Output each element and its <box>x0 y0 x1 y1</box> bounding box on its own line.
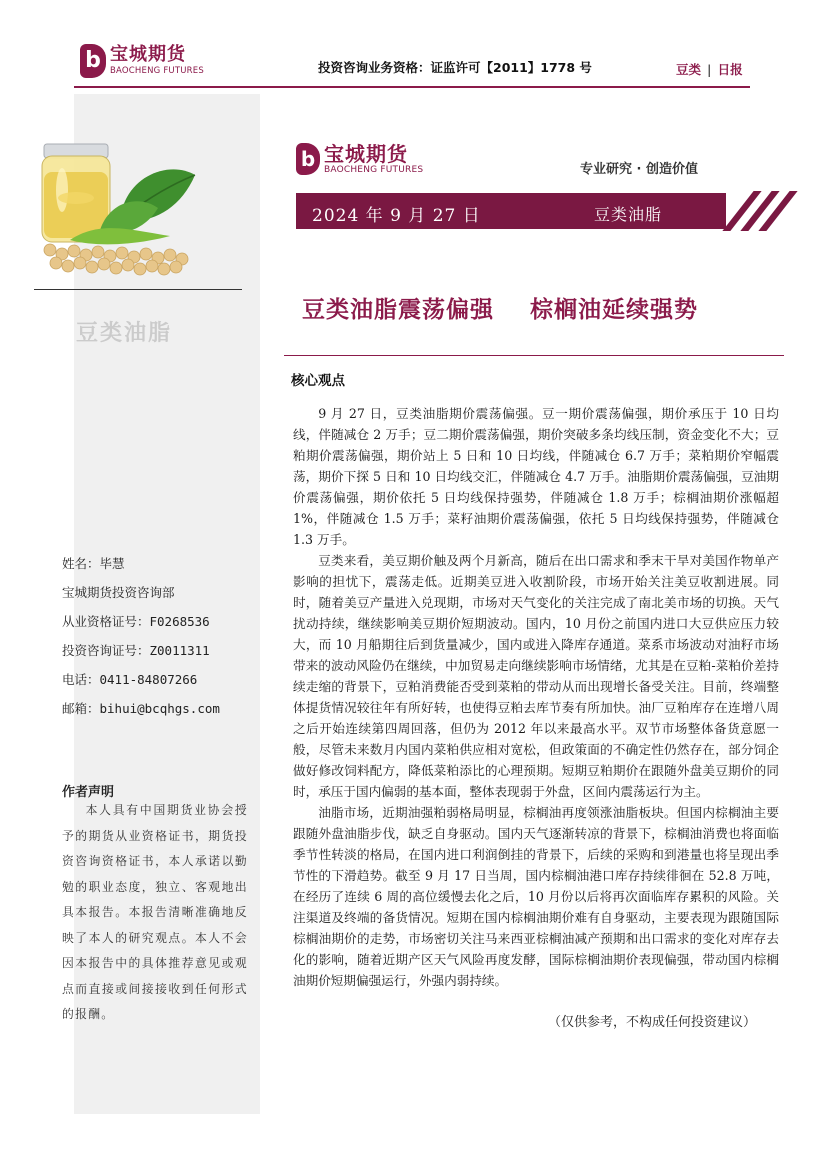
header-logo-en: BAOCHENG FUTURES <box>110 66 204 77</box>
paragraph-oils: 油脂市场，近期油强粕弱格局明显，棕榈油再度领涨油脂板块。但国内棕榈油主要跟随外盘油脂步伐，缺乏自身驱动。国内天气逐渐转凉的背景下，棕榈油消费也将面临季节性转淡的格局，在国内进口利润倒挂的背景下，后续的采购和到港量也将呈现出季节性的下滑趋势。截至 9 月 17 日当周，国内棕榈油港口库存持续徘徊在 52.8 万吨，在经历了连续 6 周的高位缓慢去化之后，10 月份以后将再次面临库存累积的风险。关注渠道及终端的备货情况。短期在国内棕榈油期价难有自身驱动，主要表现为跟随国际棕榈油期价的走势，市场密切关注马来西亚棕榈油减产预期和出口需求的变化对库存去化的影响，随着近期产区天气风险再度发酵，国际棕榈油期价表现偏强，带动国内棕榈油期价短期偏强运行，外强内弱持续。 <box>293 805 779 988</box>
author-statement: 本人具有中国期货业协会授予的期货从业资格证书，期货投资咨询资格证书，本人承诺以勤勉的职业态度，独立、客观地出具本报告。本报告清晰准确地反映了本人的研究观点。本人不会因本报告中的具体推荐意见或观点而直接或间接接收到任何形式的报酬。 <box>62 803 248 1021</box>
analyst-phone: 电话：0411-84807266 <box>62 672 198 687</box>
tag-separator: | <box>707 62 712 77</box>
analyst-contact <box>62 549 252 723</box>
paragraph-market-summary: 9 月 27 日，豆类油脂期价震荡偏强。豆一期价震荡偏强，期价承压于 10 日均线，伴随减仓 2 万手；豆二期价震荡偏强，期价突破多条均线压制，资金变化不大；豆粕期价震荡偏强，期价站上 5 日和 10 日均线，伴随减仓 6.7 万手；菜粕期价窄幅震荡，期价下探 5 日和 10 日均线交汇，伴随减仓 4.7 万手。油脂期价震荡偏强，豆油期价震荡偏强，期价依托 5 日均线保持强势，伴随减仓 1.8 万手；棕榈油期价涨幅超 1%，伴随减仓 1.5 万手；菜籽油期价震荡偏强，依托 5 日均线保持强势，伴随减仓 1.3 万手。 <box>293 406 779 547</box>
license-text: 投资咨询业务资格：证监许可【2011】1778 号 <box>318 60 592 75</box>
report-logo-mark-icon: b <box>296 143 320 175</box>
core-view-title: 核心观点 <box>291 373 345 389</box>
header-logo-cn: 宝城期货 <box>110 44 186 66</box>
disclaimer: （仅供参考，不构成任何投资建议） <box>548 1015 757 1030</box>
header-logo <box>80 44 204 78</box>
logo-mark-icon: b <box>80 44 106 78</box>
analyst-email[interactable]: 邮箱：bihui@bcqhgs.com <box>62 701 220 716</box>
analyst-name: 姓名：毕慧 <box>62 556 125 571</box>
analyst-qualification: 从业资格证号：F0268536 <box>62 614 210 629</box>
analyst-consulting-cert: 投资咨询证号：Z0011311 <box>62 643 210 658</box>
slogan: 专业研究 · 创造价值 <box>580 162 698 177</box>
illustration-rule <box>34 289 242 290</box>
paragraph-soybean-meal: 豆类来看，美豆期价触及两个月新高，随后在出口需求和季末干旱对美国作物单产影响的担忧下，震荡走低。近期美豆进入收割阶段，市场开始关注美豆收割进展。同时，随着美豆产量进入兑现期，市场对天气变化的关注完成了南北美市场的切换。天气扰动持续，继续影响美豆期价短期波动。国内，10 月份之前国内进口大豆供应压力较大，而 10 月船期往后到货量减少，国内或进入降库存通道。菜系市场波动对油籽市场带来的波动风险仍在继续，中加贸易走向继续影响市场情绪，尤其是在豆粕-菜粕价差持续走缩的背景下，豆粕消费能否受到菜粕的带动从而出现增长备受关注。目前，终端整体提货情况较往年有所好转，也使得豆粕去库节奏有所加快。油厂豆粕库存在连增八周之后开始连续第四周回落，但仍为 2012 年以来最高水平。双节市场整体备货意愿一般，尽管未来数月内国内菜粕供应相对宽松，但政策面的不确定性仍然存在，部分饲企做好修改饲料配方，降低菜粕添比的心理预期。短期豆粕期价在跟随外盘美豆期价的同时，承压于国内偏弱的基本面，整体表现弱于外盘，区间内震荡运行为主。 <box>293 553 779 799</box>
report-tags <box>676 60 743 78</box>
report-body <box>293 403 779 991</box>
report-headline: 豆类油脂震荡偏强 棕榈油延续强势 <box>302 297 699 323</box>
sidebar-section-title: 豆类油脂 <box>76 321 173 346</box>
header-rule <box>74 86 750 88</box>
report-logo-cn: 宝城期货 <box>324 141 408 166</box>
analyst-department: 宝城期货投资咨询部 <box>62 585 175 600</box>
report-category: 豆类油脂 <box>594 205 663 224</box>
tag-type: 日报 <box>717 62 743 77</box>
headline-rule <box>284 355 784 356</box>
banner-slash-3 <box>758 191 797 231</box>
tag-category: 豆类 <box>676 62 702 77</box>
author-statement-title: 作者声明 <box>62 785 115 800</box>
report-logo <box>296 143 423 175</box>
report-logo-en: BAOCHENG FUTURES <box>324 164 424 175</box>
soybean-oil-illustration <box>30 120 200 280</box>
date-banner <box>296 193 726 229</box>
report-date: 2024 年 9 月 27 日 <box>312 206 481 226</box>
